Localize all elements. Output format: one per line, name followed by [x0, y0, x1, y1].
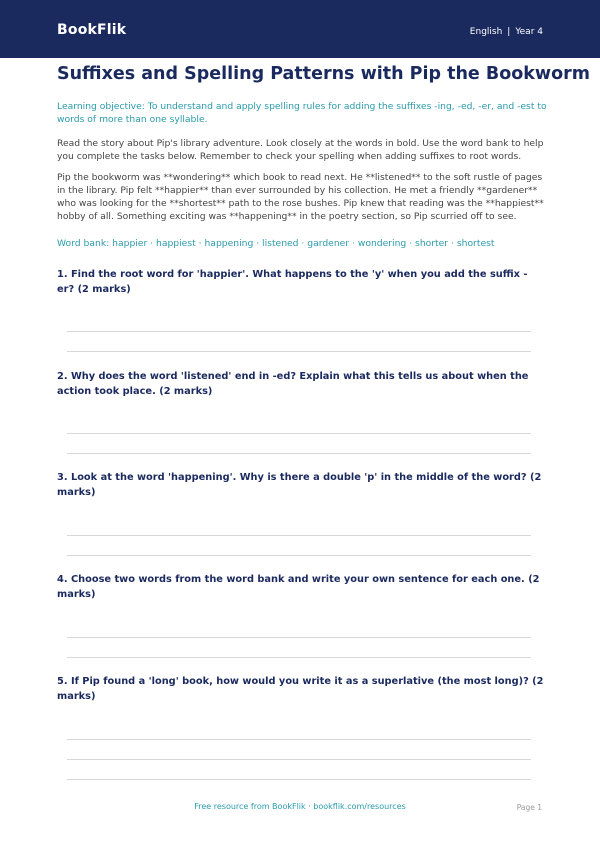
word-bank: Word bank: happier · happiest · happening · listened · gardener · wondering · shorter · shortest: [57, 238, 495, 249]
answer-line[interactable]: [67, 779, 531, 780]
answer-line[interactable]: [67, 555, 531, 556]
page-number: Page 1: [516, 803, 542, 812]
answer-line[interactable]: [67, 535, 531, 536]
page-header: [0, 0, 600, 58]
brand-logo: BookFlik: [57, 22, 127, 38]
year-label: Year 4: [515, 27, 543, 37]
learning-objective: Learning objective: To understand and apply spelling rules for adding the suffixes -ing, -ed, -er, and -est to words of more than one syllable.: [57, 101, 547, 125]
question-4: 4. Choose two words from the word bank and write your own sentence for each one. (2 marks): [57, 574, 540, 600]
subject-year-label: [470, 27, 543, 37]
answer-line[interactable]: [67, 657, 531, 658]
answer-line[interactable]: [67, 331, 531, 332]
question-3: 3. Look at the word 'happening'. Why is there a double 'p' in the middle of the word? (2 marks): [57, 472, 542, 498]
story-paragraph: Pip the bookworm was **wondering** which book to read next. He **listened** to the soft rustle of pages in the library. Pip felt **happier** than ever surrounded by his collection. He met a friendly **gardener** who was looking for the **shortest** path to the rose bushes. Pip knew that reading was the **happiest** hobby of all. Something exciting was **happening** in the poetry section, so Pip scurried off to see.: [57, 172, 544, 222]
subject-label: English: [469, 27, 503, 37]
answer-line[interactable]: [67, 739, 531, 740]
footer-credit: Free resource from BookFlik · bookflik.com/resources: [194, 802, 406, 811]
answer-line[interactable]: [67, 433, 531, 434]
worksheet-title: Suffixes and Spelling Patterns with Pip the Bookworm: [57, 64, 590, 84]
meta-separator: |: [507, 27, 511, 37]
question-2: 2. Why does the word 'listened' end in -ed? Explain what this tells us about when the action took place. (2 marks): [57, 371, 529, 397]
answer-line[interactable]: [67, 759, 531, 760]
answer-line[interactable]: [67, 453, 531, 454]
answer-line[interactable]: [67, 637, 531, 638]
instructions-paragraph: Read the story about Pip's library adventure. Look closely at the words in bold. Use the word bank to help you complete the tasks below. Remember to check your spelling when adding suffixes to root words.: [57, 138, 544, 162]
question-1: 1. Find the root word for 'happier'. What happens to the 'y' when you add the suffix -er? (2 marks): [57, 269, 528, 295]
answer-line[interactable]: [67, 351, 531, 352]
question-5: 5. If Pip found a 'long' book, how would you write it as a superlative (the most long)? (2 marks): [57, 676, 544, 702]
